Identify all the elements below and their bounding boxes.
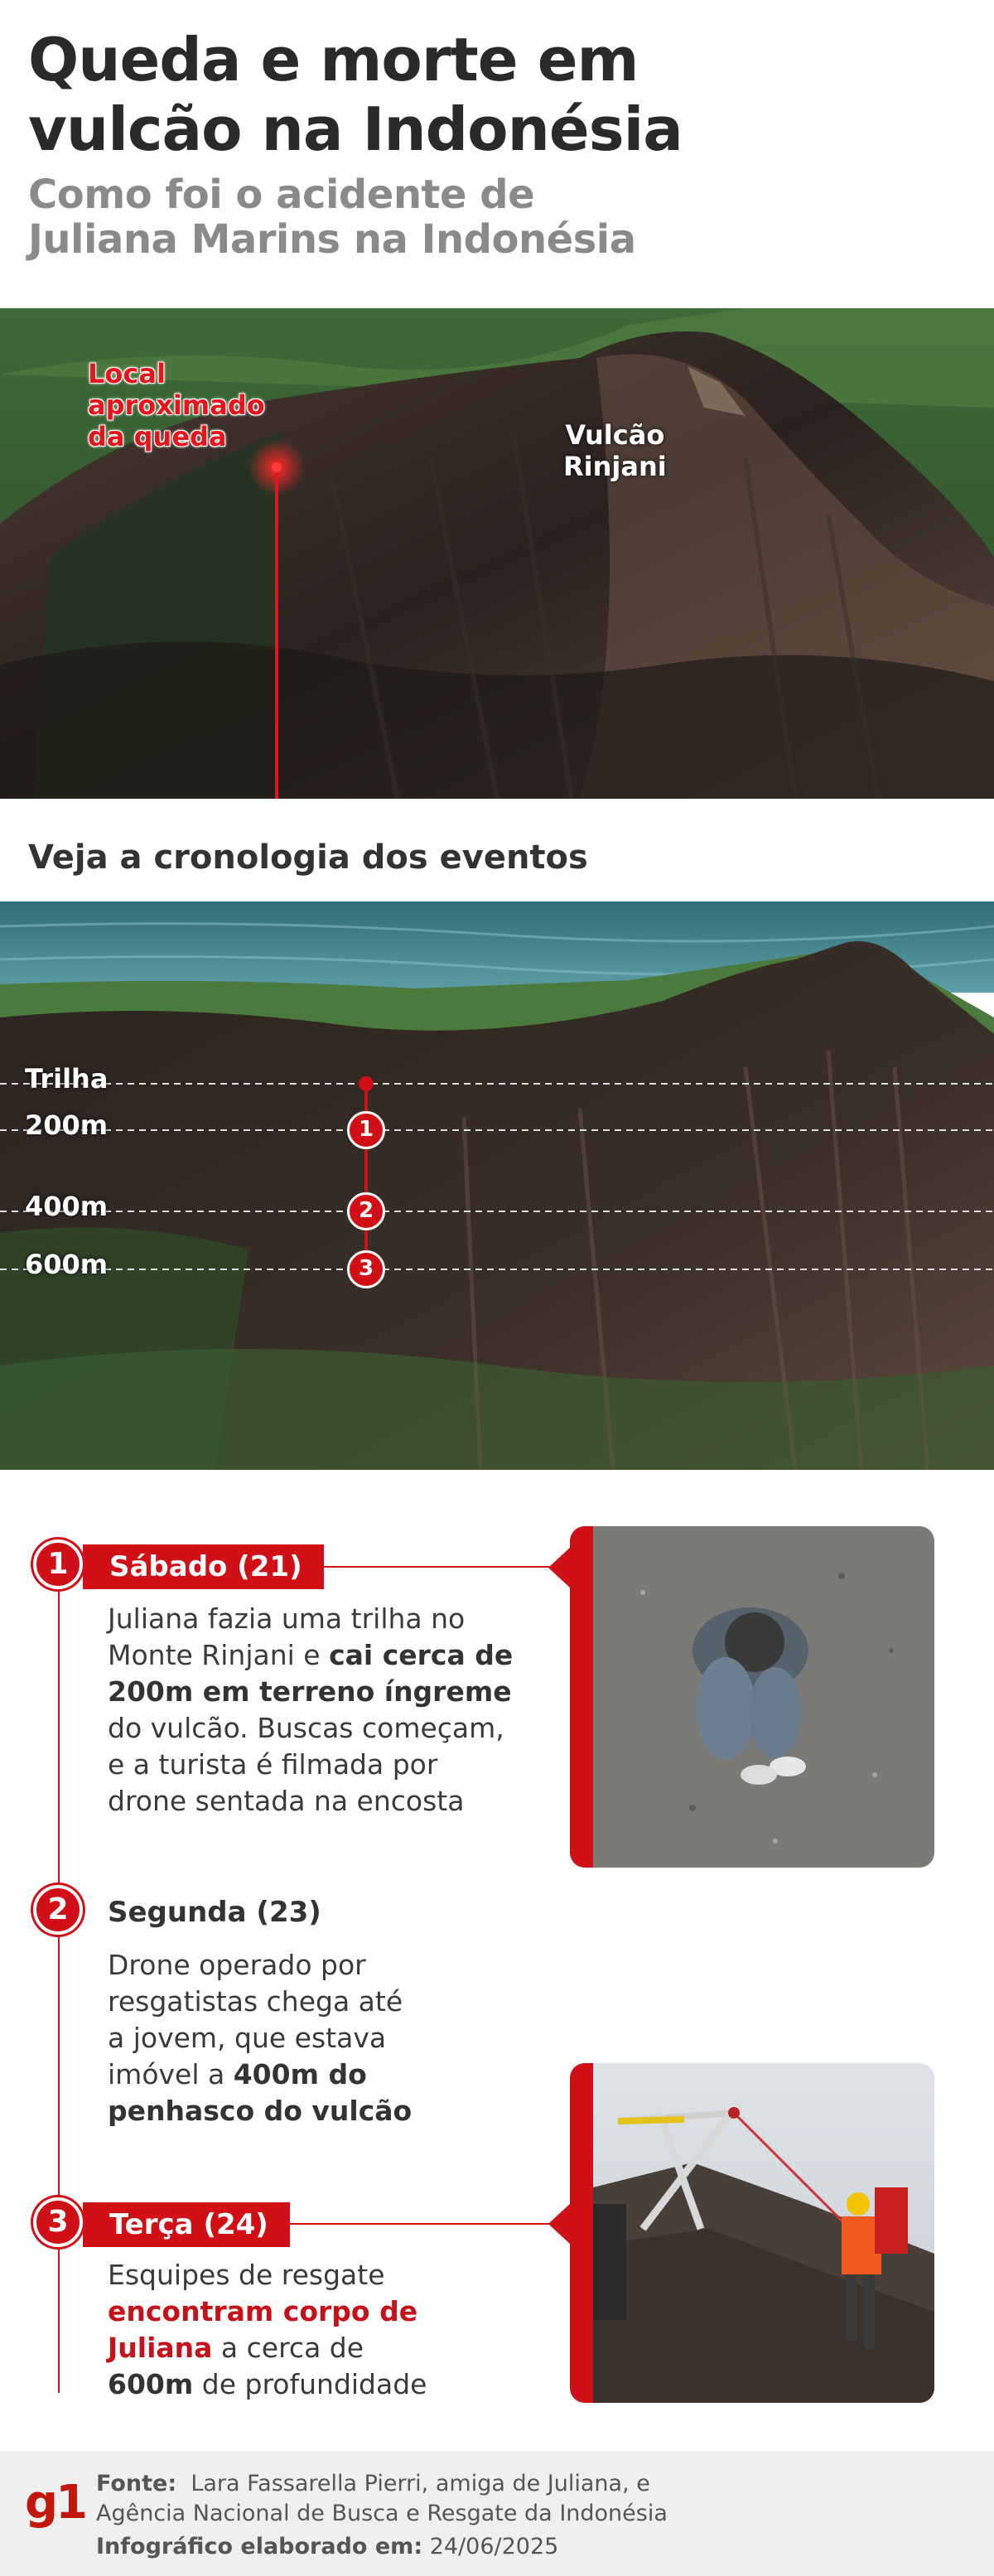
- depth-label-600: 600m: [25, 1249, 109, 1280]
- footer-source: [96, 2469, 974, 2562]
- date-label: Infográfico elaborado em:: [96, 2534, 423, 2559]
- page-title: [28, 25, 956, 164]
- event-2-date-tag: Segunda (23): [108, 1896, 321, 1929]
- volcano-name-label: [563, 419, 667, 482]
- rescue-team-on-cliff-image: [593, 2063, 934, 2403]
- event-1-line-a: Juliana fazia uma trilha no: [108, 1602, 466, 1635]
- volcano-slope-image: [0, 901, 994, 1470]
- event-1-line-e: e a turista é filmada por: [108, 1748, 438, 1781]
- event-3-line-b-highlight: encontram corpo de: [108, 2295, 418, 2327]
- event-2-line-d-bold: 400m do: [233, 2058, 367, 2090]
- event-1-line-d: do vulcão. Buscas começam,: [108, 1712, 504, 1744]
- trail-point: [359, 1076, 374, 1091]
- event-3-rescue-photo: [570, 2063, 934, 2403]
- depth-marker-2: 2: [347, 1192, 385, 1230]
- fall-label-line-3: da queda: [88, 421, 227, 452]
- subtitle-line-1: Como foi o acidente de: [28, 172, 535, 218]
- event-2-description: [108, 1947, 572, 2129]
- subtitle-line-2: Juliana Marins na Indonésia: [28, 216, 636, 263]
- event-1-line-c-bold: 200m em terreno íngreme: [108, 1675, 512, 1708]
- event-1-line-b: Monte Rinjani e: [108, 1639, 330, 1671]
- fall-label-line-1: Local: [88, 358, 166, 389]
- event-1-drone-photo: [570, 1526, 934, 1868]
- chronology-heading: Veja a cronologia dos eventos: [28, 839, 588, 877]
- event-2-line-b: resgatistas chega até: [108, 1985, 403, 2018]
- title-line-2: vulcão na Indonésia: [28, 94, 683, 164]
- depth-marker-3: 3: [347, 1250, 385, 1288]
- event-3-line-d-bold: 600m: [108, 2368, 194, 2400]
- source-line-2: Agência Nacional de Busca e Resgate da Indonésia: [96, 2501, 668, 2526]
- event-2-line-c: a jovem, que estava: [108, 2022, 387, 2054]
- event-2-line-a: Drone operado por: [108, 1949, 366, 1981]
- event-1-photo-pointer: [548, 1546, 572, 1589]
- aerial-volcano-map: [0, 308, 994, 799]
- event-1-date-tag: Sábado (21): [83, 1544, 324, 1589]
- date-value: 24/06/2025: [429, 2534, 559, 2559]
- depth-label-trail: Trilha: [25, 1063, 109, 1095]
- event-2-line-e-bold: penhasco do vulcão: [108, 2095, 413, 2127]
- event-3-photo-pointer: [548, 2202, 572, 2245]
- event-3-date-tag: Terça (24): [83, 2202, 290, 2247]
- event-1-description: [108, 1601, 572, 1820]
- fall-location-label: [88, 358, 265, 452]
- timeline-vertical-line: [58, 1564, 60, 2393]
- event-1-number: 1: [33, 1539, 83, 1589]
- g1-logo: g1: [25, 2476, 86, 2530]
- event-3-line-d: de profundidade: [193, 2368, 427, 2400]
- event-1-line-f: drone sentada na encosta: [108, 1785, 465, 1817]
- title-line-1: Queda e morte em: [28, 25, 639, 94]
- event-2-line-d: imóvel a: [108, 2058, 234, 2090]
- volcano-label-line-2: Rinjani: [563, 451, 667, 482]
- event-3-line-a: Esquipes de resgate: [108, 2259, 385, 2291]
- event-3-line-c-highlight: Juliana: [108, 2332, 213, 2364]
- event-1-line-b-bold: cai cerca de: [329, 1639, 514, 1671]
- depth-profile-map: [0, 901, 994, 1470]
- depth-marker-1: 1: [347, 1111, 385, 1149]
- event-3-description: [108, 2257, 572, 2403]
- depth-label-400: 400m: [25, 1191, 109, 1222]
- page-subtitle: [28, 172, 956, 262]
- volcano-label-line-1: Vulcão: [565, 419, 665, 451]
- depth-label-200: 200m: [25, 1109, 109, 1141]
- event-3-line-c: a cerca de: [212, 2332, 364, 2364]
- person-seated-on-slope-image: [593, 1526, 934, 1868]
- source-label: Fonte:: [96, 2471, 177, 2496]
- event-2-number: 2: [33, 1885, 83, 1935]
- fall-label-line-2: aproximado: [88, 389, 265, 421]
- source-line-1: Lara Fassarella Pierri, amiga de Juliana, e: [191, 2471, 650, 2496]
- event-3-number: 3: [33, 2197, 83, 2247]
- footer: [0, 2451, 994, 2576]
